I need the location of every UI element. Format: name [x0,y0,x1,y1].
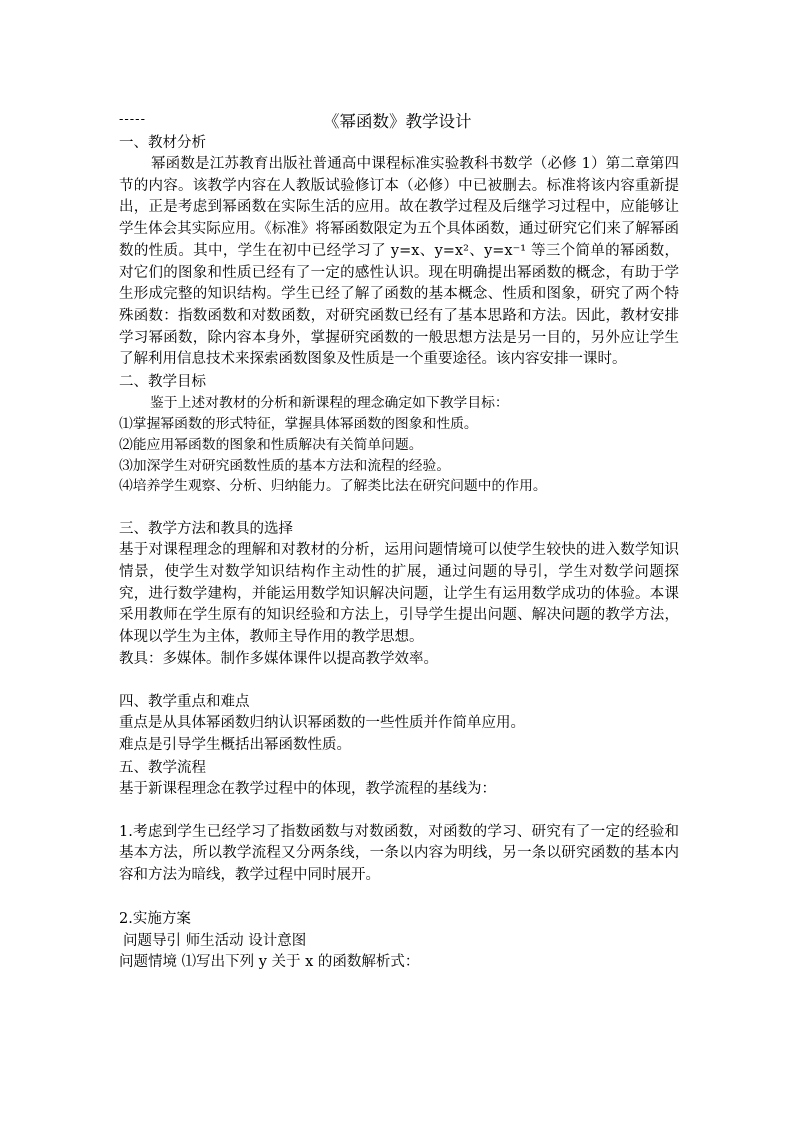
header-dashes: ----- [119,112,146,127]
spacer [119,887,679,908]
section-3-paragraph: 基于对课程理念的理解和对教材的分析，运用问题情境可以使学生较快的进入数学知识情景，使学生对数学知识结构作主动性的扩展，通过问题的导引，学生对数学问题探究，进行数学建构，并能运用数学知识解决问题，让学生有运用数学成功的体验。本课采用教师在学生原有的知识经验和方法上，引导学生提出问题、解决问题的教学方法，体现以学生为主体，教师主导作用的教学思想。 [119,542,679,646]
section-heading-1: 一、教材分析 [119,135,206,151]
section-5-intro: 基于新课程理念在教学过程中的体现，教学流程的基线为： [119,780,496,797]
problem-situation-line: 问题情境 ⑴写出下列 y 关于 x 的函数解析式： [119,953,420,970]
goal-item-3: ⑶加深学生对研究函数性质的基本方法和流程的经验。 [119,457,451,474]
plan-table-header: 问题导引 师生活动 设计意图 [123,932,307,949]
teaching-tools: 教具：多媒体。制作多媒体课件以提高教学效率。 [119,650,438,667]
document-page [119,108,679,973]
flow-point-1: 1.考虑到学生已经学习了指数函数与对数函数，对函数的学习、研究有了一定的经验和基本方法，所以教学流程又分两条线，一条以内容为明线，另一条以研究函数的基本内容和方法为暗线，教学过程中同时展开。 [119,823,679,883]
spacer [119,497,679,518]
section-heading-2: 二、教学目标 [119,374,206,391]
goal-item-1: ⑴掌握幂函数的形式特征，掌握具体幂函数的图象和性质。 [119,416,478,433]
spacer [119,801,679,822]
section-heading-4: 四、教学重点和难点 [119,694,250,711]
spacer [119,670,679,691]
goal-item-4: ⑷培养学生观察、分析、归纳能力。了解类比法在研究问题中的作用。 [119,478,547,495]
difficult-point: 难点是引导学生概括出幂函数性质。 [119,737,351,754]
goal-item-2: ⑵能应用幂函数的图象和性质解决有关简单问题。 [119,436,423,453]
section-1-paragraph: 幂函数是江苏教育出版社普通高中课程标准实验教科书数学（必修 1）第二章第四节的内容。该教学内容在人教版试验修订本（必修）中已被删去。标准将该内容重新提出，正是考虑到幂函数在实际生活的应用。故在教学过程及后继学习过程中，应能够让学生体会其实际应用。《标准》将幂函数限定为五个具体函数，通过研究它们来了解幂函数的性质。其中，学生在初中已经学习了 y=x、y=x²、y=x⁻¹ 等三个简单的幂函数，对它们的图象和性质已经有了一定的感性认识。现在明确提出幂函数的概念，有助于学生形成完整的知识结构。学生已经了解了函数的基本概念、性质和图象，研究了两个特殊函数：指数函数和对数函数，对研究函数已经有了基本思路和方法。因此，教材安排学习幂函数，除内容本身外，掌握研究函数的一般思想方法是另一目的，另外应让学生了解利用信息技术来探索函数图象及性质是一个重要途径。该内容安排一课时。 [119,156,679,368]
section-heading-5: 五、教学流程 [119,759,206,776]
section-heading-3: 三、教学方法和教具的选择 [119,521,293,538]
title-row [119,108,679,130]
document-title: 《幂函数》教学设计 [323,112,472,131]
section-2-intro: 鉴于上述对教材的分析和新课程的理念确定如下教学目标： [150,395,509,412]
flow-point-2-heading: 2.实施方案 [119,910,191,927]
key-point: 重点是从具体幂函数归纳认识幂函数的一些性质并作简单应用。 [119,715,525,732]
